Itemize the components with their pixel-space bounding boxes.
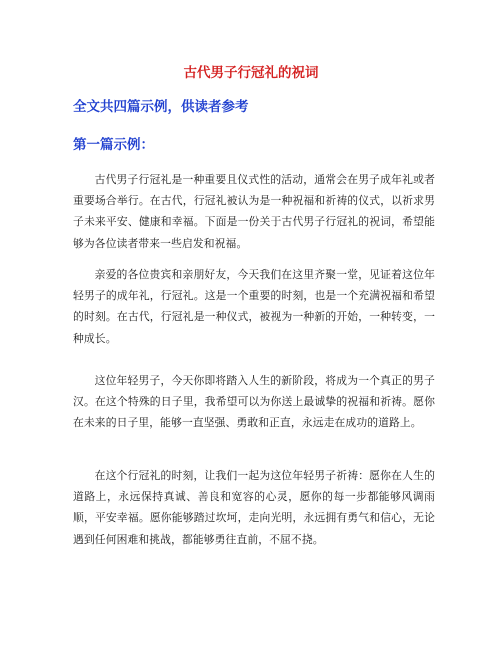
- body-paragraph-4: 在这个行冠礼的时刻，让我们一起为这位年轻男子祈祷：愿你在人生的道路上，永远保持真诚、善良和宽容的心灵，愿你的每一步都能够风调雨顺，平安幸福。愿你能够踏过坎坷，走向光明，永远拥有勇气和信心，无论遇到任何困难和挑战，都能够勇往直前，不屈不挠。: [73, 469, 435, 546]
- body-paragraph-2: 亲爱的各位贵宾和亲朋好友，今天我们在这里齐聚一堂，见证着这位年轻男子的成年礼，行冠礼。这是一个重要的时刻，也是一个充满祝福和希望的时刻。在古代，行冠礼是一种仪式，被视为一种新的开始，一种转变，一种成长。: [73, 268, 435, 345]
- section-heading: 第一篇示例：: [73, 137, 154, 153]
- document-subtitle: 全文共四篇示例，供读者参考: [73, 99, 249, 115]
- body-paragraph-3: 这位年轻男子，今天你即将踏入人生的新阶段，将成为一个真正的男子汉。在这个特殊的日子里，我希望可以为你送上最诚挚的祝福和祈祷。愿你在未来的日子里，能够一直坚强、勇敢和正直，永远走在成功的道路上。: [73, 374, 435, 430]
- body-paragraph-1: 古代男子行冠礼是一种重要且仪式性的活动，通常会在男子成年礼或者重要场合举行。在古代，行冠礼被认为是一种祝福和祈祷的仪式，以祈求男子未来平安、健康和幸福。下面是一份关于古代男子行冠礼的祝词，希望能够为各位读者带来一些启发和祝福。: [73, 173, 435, 250]
- document-title: 古代男子行冠礼的祝词: [183, 65, 319, 81]
